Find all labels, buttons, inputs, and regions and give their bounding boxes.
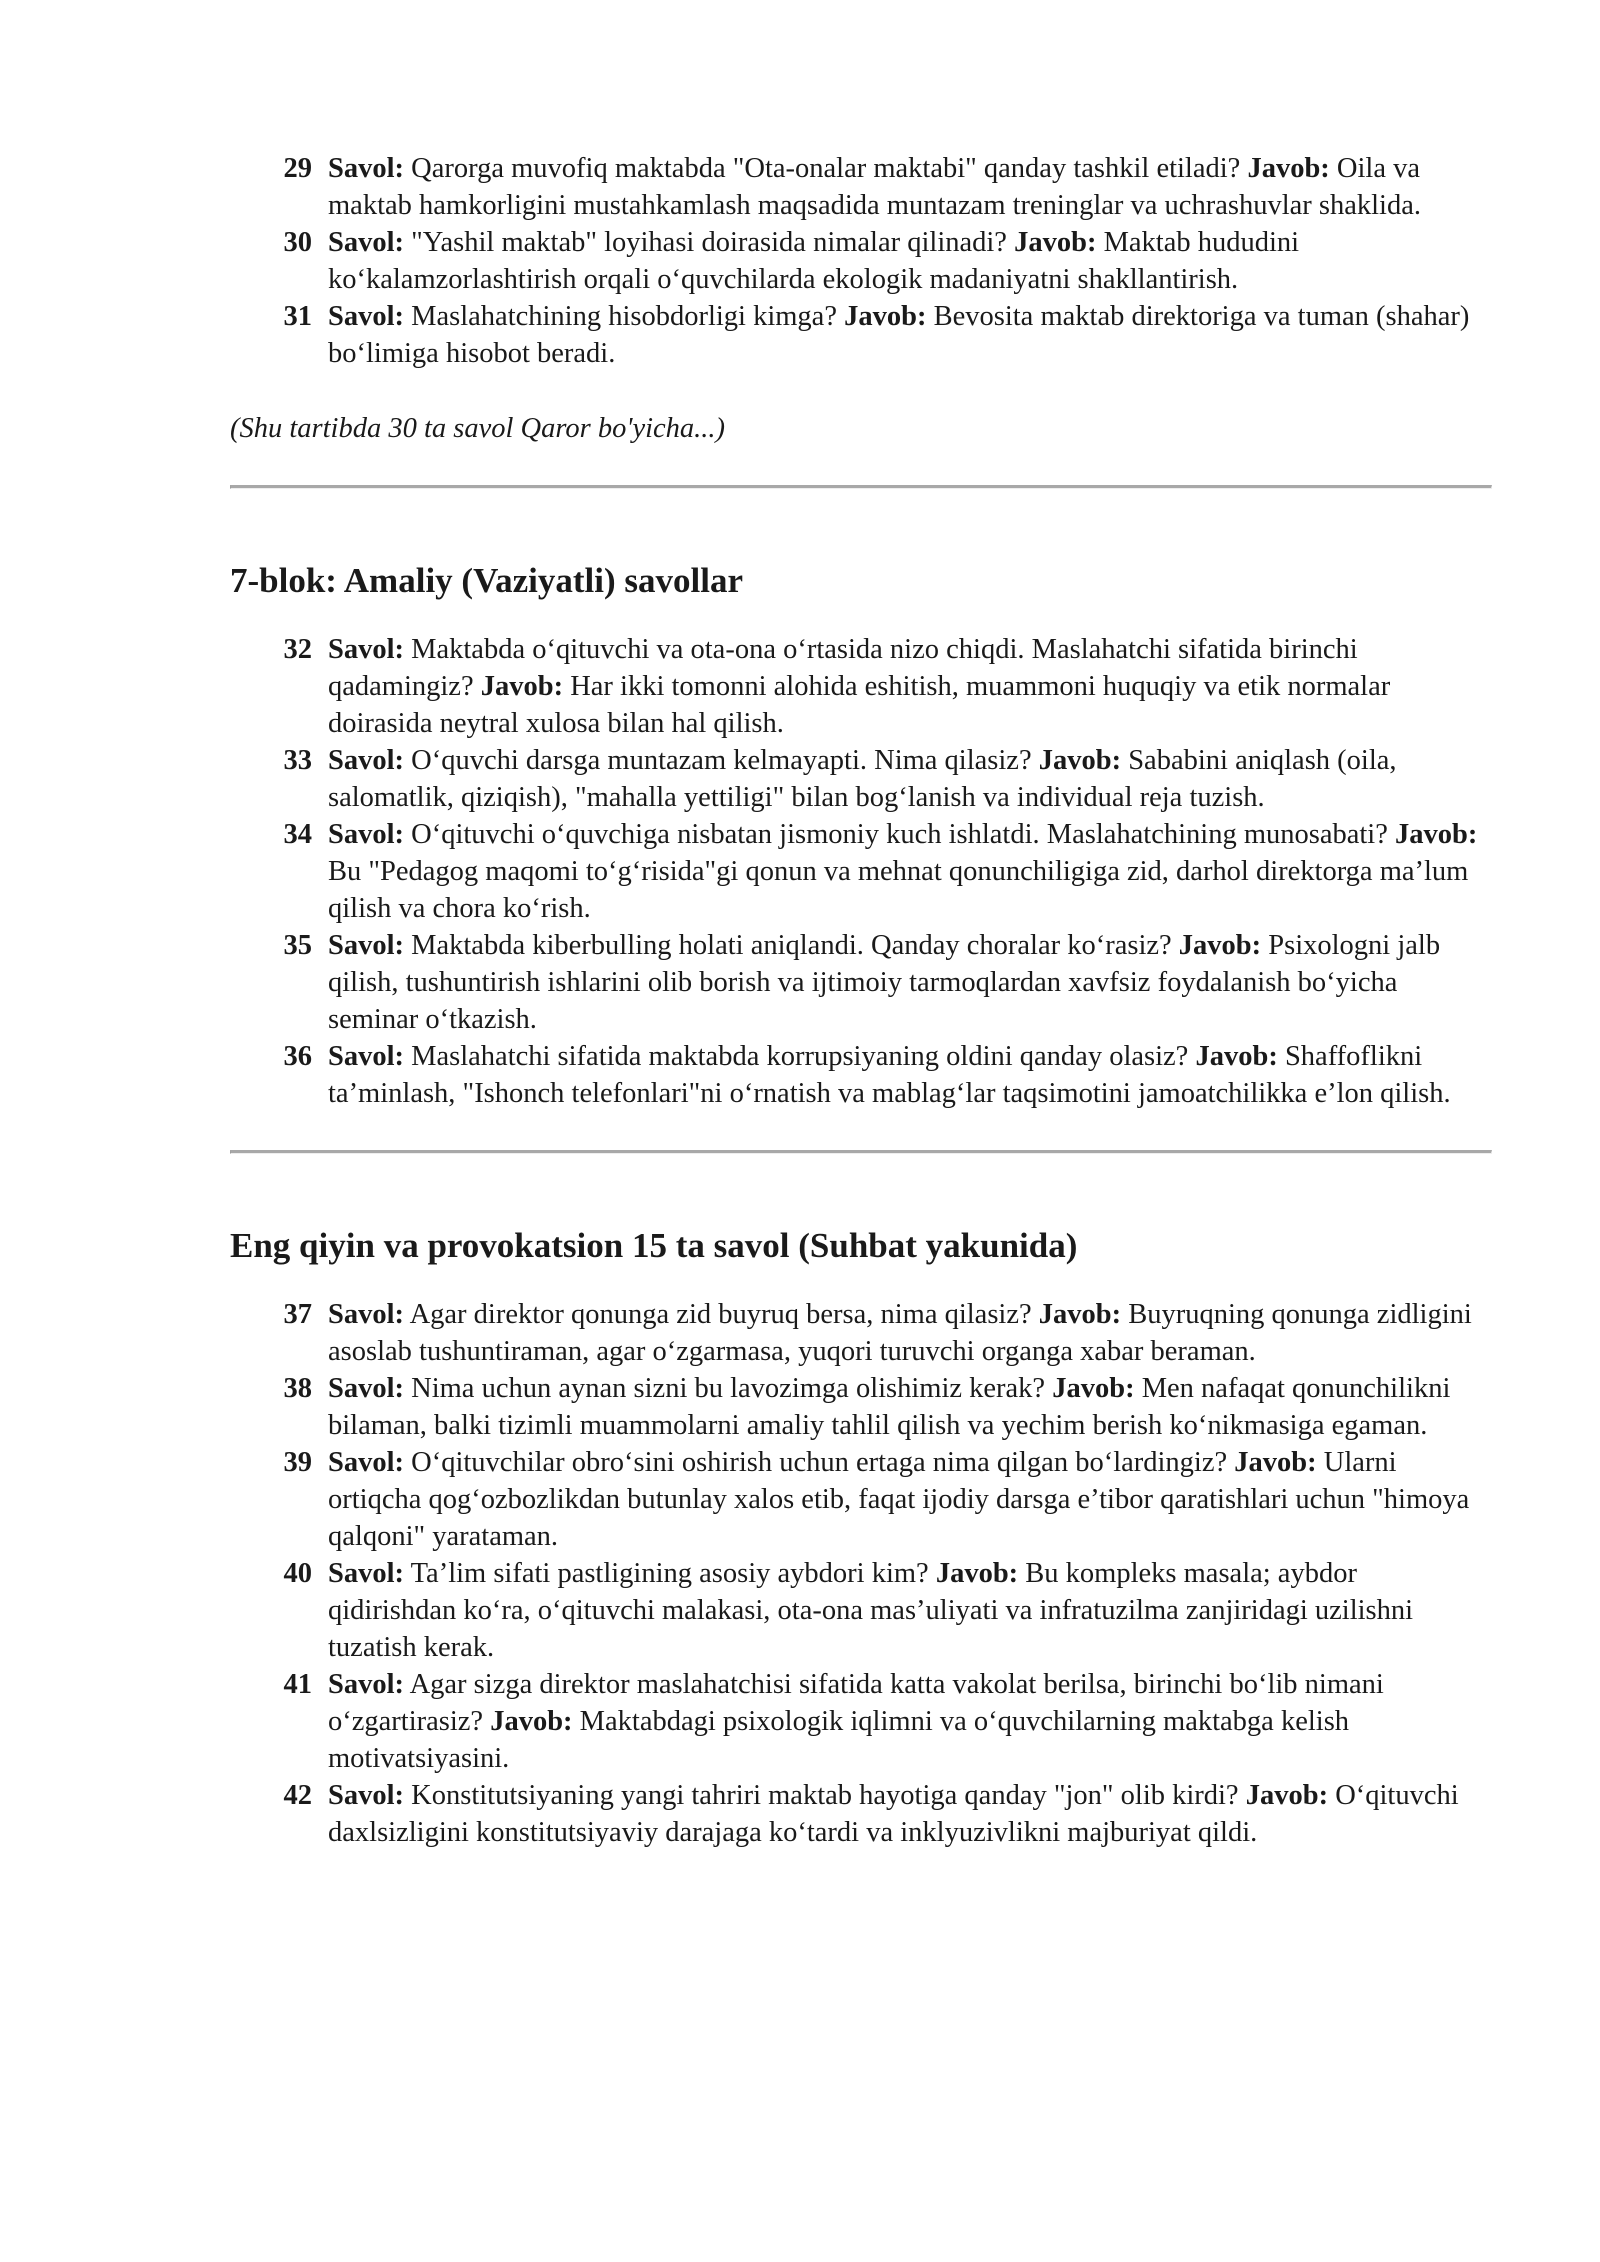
section-divider xyxy=(230,485,1492,489)
savol-label: Savol: xyxy=(328,1558,405,1589)
savol-label: Savol: xyxy=(328,1041,405,1072)
qa-item xyxy=(230,1777,1492,1851)
qa-item xyxy=(230,816,1492,927)
qa-item xyxy=(230,1555,1492,1666)
answer-text: Psixologni jalb qilish, tushuntirish ishlarini olib borish va ijtimoiy tarmoqlardan xavfsiz foydalanish bo‘yicha seminar o‘tkazish. xyxy=(328,930,1441,1035)
question-text: O‘qituvchilar obro‘sini oshirish uchun ertaga nima qilgan bo‘lardingiz? xyxy=(411,1447,1228,1478)
answer-text: Shaffoflikni ta’minlash, "Ishonch telefonlari"ni o‘rnatish va mablag‘lar taqsimotini jamoatchilikka e’lon qilish. xyxy=(328,1041,1451,1109)
javob-label: Javob: xyxy=(844,301,927,332)
section-divider xyxy=(230,1150,1492,1154)
qa-text xyxy=(328,1296,1492,1370)
qa-text xyxy=(328,927,1492,1038)
question-number: 35 xyxy=(283,930,312,961)
qa-text xyxy=(328,816,1492,927)
savol-label: Savol: xyxy=(328,930,405,961)
answer-text: Bevosita maktab direktoriga va tuman (shahar) bo‘limiga hisobot beradi. xyxy=(328,301,1470,369)
savol-label: Savol: xyxy=(328,1780,405,1811)
question-number: 34 xyxy=(283,819,312,850)
question-text: O‘quvchi darsga muntazam kelmayapti. Nima qilasiz? xyxy=(411,745,1032,776)
javob-label: Javob: xyxy=(1245,1780,1329,1811)
question-number: 32 xyxy=(283,634,312,665)
question-text: Maslahatchi sifatida maktabda korrupsiyaning oldini qanday olasiz? xyxy=(411,1041,1189,1072)
qa-text xyxy=(328,742,1492,816)
javob-label: Javob: xyxy=(1038,745,1122,776)
qa-item xyxy=(230,631,1492,742)
qa-item xyxy=(230,1666,1492,1777)
qa-item xyxy=(230,742,1492,816)
answer-text: Maktabdagi psixologik iqlimni va o‘quvchilarning maktabga kelish motivatsiyasini. xyxy=(328,1706,1350,1774)
question-text: Agar direktor qonunga zid buyruq bersa, nima qilasiz? xyxy=(409,1299,1032,1330)
qa-text xyxy=(328,1370,1492,1444)
savol-label: Savol: xyxy=(328,819,405,850)
question-number: 42 xyxy=(283,1780,312,1811)
javob-label: Javob: xyxy=(1178,930,1262,961)
question-text: Qarorga muvofiq maktabda "Ota-onalar maktabi" qanday tashkil etiladi? xyxy=(411,153,1241,184)
javob-label: Javob: xyxy=(1195,1041,1278,1072)
savol-label: Savol: xyxy=(328,153,405,184)
question-text: Konstitutsiyaning yangi tahriri maktab hayotiga qanday "jon" olib kirdi? xyxy=(411,1780,1239,1811)
qa-text xyxy=(328,1777,1492,1851)
answer-text: Bu kompleks masala; aybdor qidirishdan ko‘ra, o‘qituvchi malakasi, ota-ona mas’uliyati va infratuzilma zanjiridagi uzilishni tuzatish kerak. xyxy=(328,1558,1414,1663)
qa-item xyxy=(230,150,1492,224)
document-page xyxy=(230,150,1492,1851)
answer-text: Maktab hududini ko‘kalamzorlashtirish orqali o‘quvchilarda ekologik madaniyatni shakllantirish. xyxy=(328,227,1300,295)
question-text: Agar sizga direktor maslahatchisi sifatida katta vakolat berilsa, birinchi bo‘lib nimani o‘zgartirasiz? xyxy=(328,1669,1384,1737)
javob-label: Javob: xyxy=(1395,819,1478,850)
answer-text: Har ikki tomonni alohida eshitish, muammoni huquqiy va etik normalar doirasida neytral xulosa bilan hal qilish. xyxy=(328,671,1391,739)
qa-list-provokatsion xyxy=(230,1296,1492,1851)
javob-label: Javob: xyxy=(1234,1447,1317,1478)
question-number: 39 xyxy=(283,1447,312,1478)
javob-label: Javob: xyxy=(1247,153,1330,184)
qa-text xyxy=(328,298,1492,372)
answer-text: O‘qituvchi daxlsizligini konstitutsiyaviy darajaga ko‘tardi va inklyuzivlikni majburiyat qildi. xyxy=(328,1780,1459,1848)
answer-text: Ularni ortiqcha qog‘ozbozlikdan butunlay xalos etib, faqat ijodiy darsga e’tibor qaratishlari uchun "himoya qalqoni" yarataman. xyxy=(328,1447,1470,1552)
savol-label: Savol: xyxy=(328,1299,405,1330)
qa-item xyxy=(230,1296,1492,1370)
qa-item xyxy=(230,1444,1492,1555)
savol-label: Savol: xyxy=(328,745,405,776)
question-text: Maktabda o‘qituvchi va ota-ona o‘rtasida nizo chiqdi. Maslahatchi sifatida birinchi qadamingiz? xyxy=(328,634,1358,702)
question-text: O‘qituvchi o‘quvchiga nisbatan jismoniy kuch ishlatdi. Maslahatchining munosabati? xyxy=(411,819,1388,850)
qa-item xyxy=(230,1038,1492,1112)
javob-label: Javob: xyxy=(935,1558,1019,1589)
savol-label: Savol: xyxy=(328,1373,405,1404)
section-note: (Shu tartibda 30 ta savol Qaror bo'yicha...) xyxy=(230,413,726,444)
qa-text xyxy=(328,224,1492,298)
answer-text: Buyruqning qonunga zidligini asoslab tushuntiraman, agar o‘zgarmasa, yuqori turuvchi organga xabar beraman. xyxy=(328,1299,1472,1367)
question-text: Nima uchun aynan sizni bu lavozimga olishimiz kerak? xyxy=(411,1373,1046,1404)
question-text: Maslahatchining hisobdorligi kimga? xyxy=(411,301,837,332)
savol-label: Savol: xyxy=(328,1447,405,1478)
javob-label: Javob: xyxy=(1038,1299,1122,1330)
question-number: 33 xyxy=(283,745,312,776)
qa-item xyxy=(230,224,1492,298)
savol-label: Savol: xyxy=(328,1669,405,1700)
qa-item xyxy=(230,298,1492,372)
qa-item xyxy=(230,1370,1492,1444)
javob-label: Javob: xyxy=(490,1706,573,1737)
question-text: Maktabda kiberbulling holati aniqlandi. Qanday choralar ko‘rasiz? xyxy=(411,930,1172,961)
qa-text xyxy=(328,1555,1492,1666)
section-title: Eng qiyin va provokatsion 15 ta savol (Suhbat yakunida) xyxy=(230,1226,1078,1265)
question-number: 37 xyxy=(283,1299,312,1330)
qa-item xyxy=(230,927,1492,1038)
section-title: 7-blok: Amaliy (Vaziyatli) savollar xyxy=(230,561,744,600)
question-number: 40 xyxy=(283,1558,312,1589)
question-number: 30 xyxy=(283,227,312,258)
qa-list-qaror xyxy=(230,150,1492,372)
question-number: 31 xyxy=(283,301,312,332)
qa-text xyxy=(328,150,1492,224)
javob-label: Javob: xyxy=(1052,1373,1135,1404)
savol-label: Savol: xyxy=(328,227,405,258)
answer-text: Oila va maktab hamkorligini mustahkamlash maqsadida muntazam treninglar va uchrashuvlar shaklida. xyxy=(328,153,1421,221)
question-number: 29 xyxy=(283,153,312,184)
savol-label: Savol: xyxy=(328,634,405,665)
question-number: 41 xyxy=(283,1669,312,1700)
question-text: "Yashil maktab" loyihasi doirasida nimalar qilinadi? xyxy=(411,227,1007,258)
answer-text: Sababini aniqlash (oila, salomatlik, qiziqish), "mahalla yettiligi" bilan bog‘lanish va individual reja tuzish. xyxy=(328,745,1397,813)
savol-label: Savol: xyxy=(328,301,405,332)
javob-label: Javob: xyxy=(1014,227,1097,258)
qa-text xyxy=(328,1666,1492,1777)
answer-text: Men nafaqat qonunchilikni bilaman, balki tizimli muammolarni amaliy tahlil qilish va yechim berish ko‘nikmasiga egaman. xyxy=(328,1373,1451,1441)
answer-text: Bu "Pedagog maqomi to‘g‘risida"gi qonun va mehnat qonunchiligiga zid, darhol direktorga ma’lum qilish va chora ko‘rish. xyxy=(328,856,1469,924)
qa-list-amaliy xyxy=(230,631,1492,1112)
qa-text xyxy=(328,631,1492,742)
qa-text xyxy=(328,1444,1492,1555)
question-number: 36 xyxy=(283,1041,312,1072)
qa-text xyxy=(328,1038,1492,1112)
question-number: 38 xyxy=(283,1373,312,1404)
question-text: Ta’lim sifati pastligining asosiy aybdori kim? xyxy=(410,1558,929,1589)
javob-label: Javob: xyxy=(480,671,564,702)
